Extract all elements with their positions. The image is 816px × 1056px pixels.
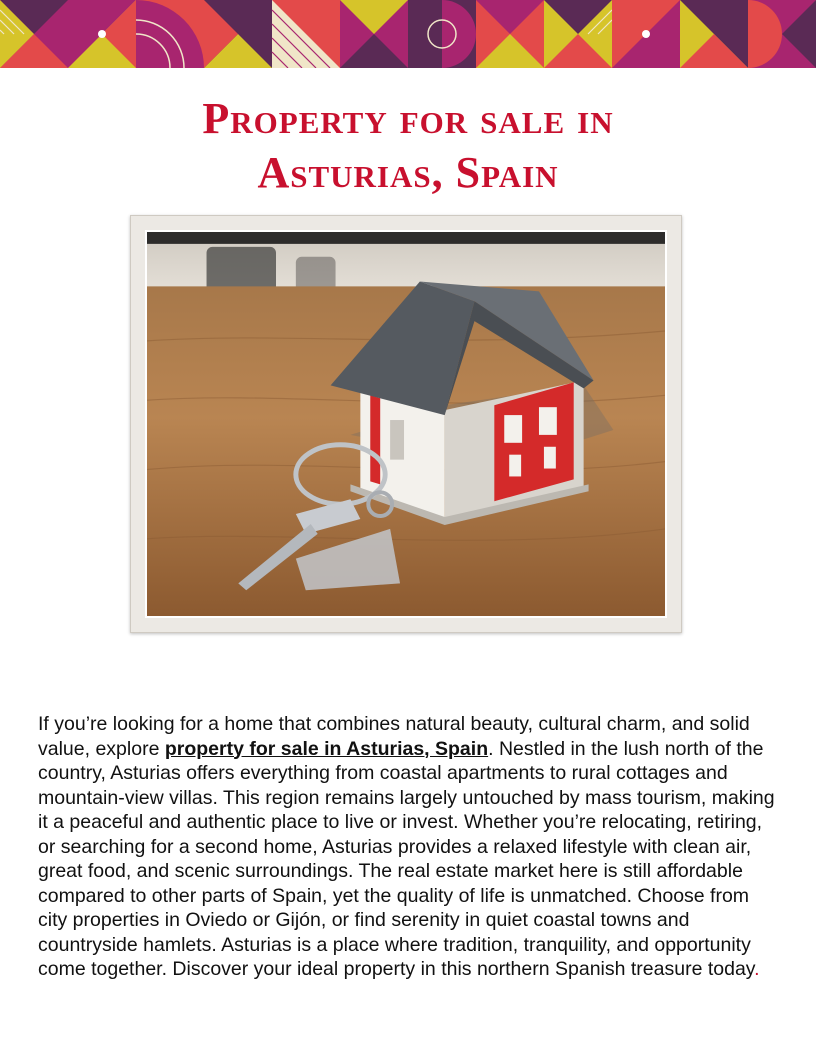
decorative-banner [0,0,816,68]
title-line-2: Asturias, Spain [257,148,559,197]
title-line-1: Property for sale in [202,94,614,143]
photo-frame [130,215,682,633]
article-end-dot: . [754,958,760,980]
property-link[interactable]: property for sale in Asturias, Spain [164,737,489,760]
article-paragraph [38,712,783,982]
house-with-keys-photo [145,230,667,618]
page-title [40,92,776,200]
article-body: . Nestled in the lush north of the country, Asturias offers everything from coastal apartments to rural cottages and mountain-view villas. This region remains largely untouched by mass tourism, making it a peaceful and authentic place to live or invest. Whether you’re relocating, retiring, or searching for a second home, Asturias provides a relaxed lifestyle with clean air, great food, and scenic surroundings. The real estate market here is still affordable compared to other parts of Spain, yet the quality of life is unmatched. Choose from city properties in Oviedo or Gijón, or find serenity in quiet coastal towns and countryside hamlets. Asturias is a place where tradition, tranquility, and opportunity come together. Discover your ideal property in this northern Spanish treasure today [38,737,775,980]
article-intro: If you’re looking for a home that combines natural beauty, cultural charm, and solid value, explore [38,713,750,760]
